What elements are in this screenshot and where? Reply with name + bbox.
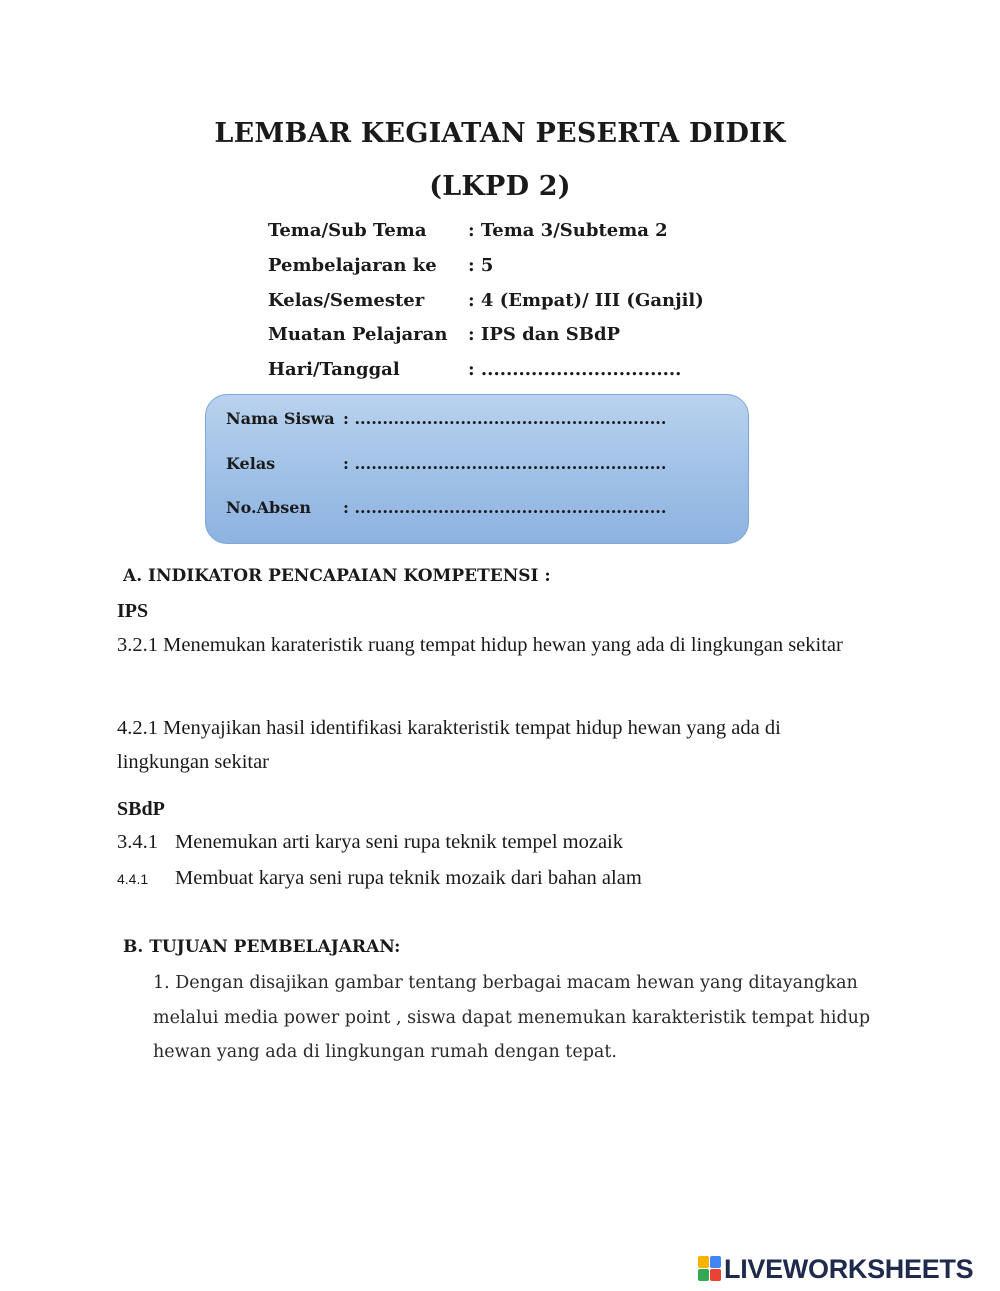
info-label: Tema/Sub Tema xyxy=(268,220,427,241)
ips-label: IPS xyxy=(117,600,149,622)
learning-objective-1: 1. Dengan disajikan gambar tentang berbagai macam hewan yang ditayangkan melalui media power point , siswa dapat menemukan karakteristik tempat hidup hewan yang ada di lingkungan rumah dengan tepat. xyxy=(153,973,871,1062)
section-b-heading: B. TUJUAN PEMBELAJARAN: xyxy=(123,937,401,957)
student-absen-label: No.Absen xyxy=(226,498,312,517)
student-name-label: Nama Siswa xyxy=(226,409,335,428)
info-value: : 4 (Empat)/ III (Ganjil) xyxy=(468,290,704,311)
liveworksheets-brand xyxy=(698,1252,973,1286)
info-label: Pembelajaran ke xyxy=(268,255,437,276)
student-info-box xyxy=(205,394,749,544)
indicator-number: 3.4.1 xyxy=(117,831,158,853)
ips-indicator-1: 3.2.1 Menemukan karateristik ruang tempat hidup hewan yang ada di lingkungan sekitar xyxy=(117,634,843,656)
liveworksheets-logo-icon xyxy=(698,1256,722,1282)
document-subtitle: (LKPD 2) xyxy=(429,171,571,202)
ips-indicator-2: 4.2.1 Menyajikan hasil identifikasi karakteristik tempat hidup hewan yang ada di lingkungan sekitar xyxy=(117,717,781,773)
info-value: : 5 xyxy=(468,255,494,276)
info-label: Kelas/Semester xyxy=(268,290,425,311)
sbdp-indicator-1 xyxy=(117,831,623,854)
info-value: : ................................ xyxy=(468,359,682,380)
indicator-text: Membuat karya seni rupa teknik mozaik dari bahan alam xyxy=(175,867,642,889)
sbdp-indicator-2 xyxy=(117,867,642,890)
info-value: : IPS dan SBdP xyxy=(468,324,621,345)
student-name-field[interactable]: : ........................................................ xyxy=(343,409,667,428)
indicator-text: Menemukan arti karya seni rupa teknik tempel mozaik xyxy=(175,831,623,853)
info-label: Hari/Tanggal xyxy=(268,359,400,380)
indicator-number: 4.4.1 xyxy=(117,871,149,887)
liveworksheets-logo-text: LIVEWORKSHEETS xyxy=(724,1253,974,1284)
student-class-field[interactable]: : ........................................................ xyxy=(343,454,667,473)
document-title: LEMBAR KEGIATAN PESERTA DIDIK xyxy=(214,118,786,149)
info-value: : Tema 3/Subtema 2 xyxy=(468,220,668,241)
student-class-label: Kelas xyxy=(226,454,276,473)
info-label: Muatan Pelajaran xyxy=(268,324,448,345)
sbdp-label: SBdP xyxy=(117,798,165,820)
student-absen-field[interactable]: : ........................................................ xyxy=(343,498,667,517)
section-a-heading: A. INDIKATOR PENCAPAIAN KOMPETENSI : xyxy=(123,566,551,586)
